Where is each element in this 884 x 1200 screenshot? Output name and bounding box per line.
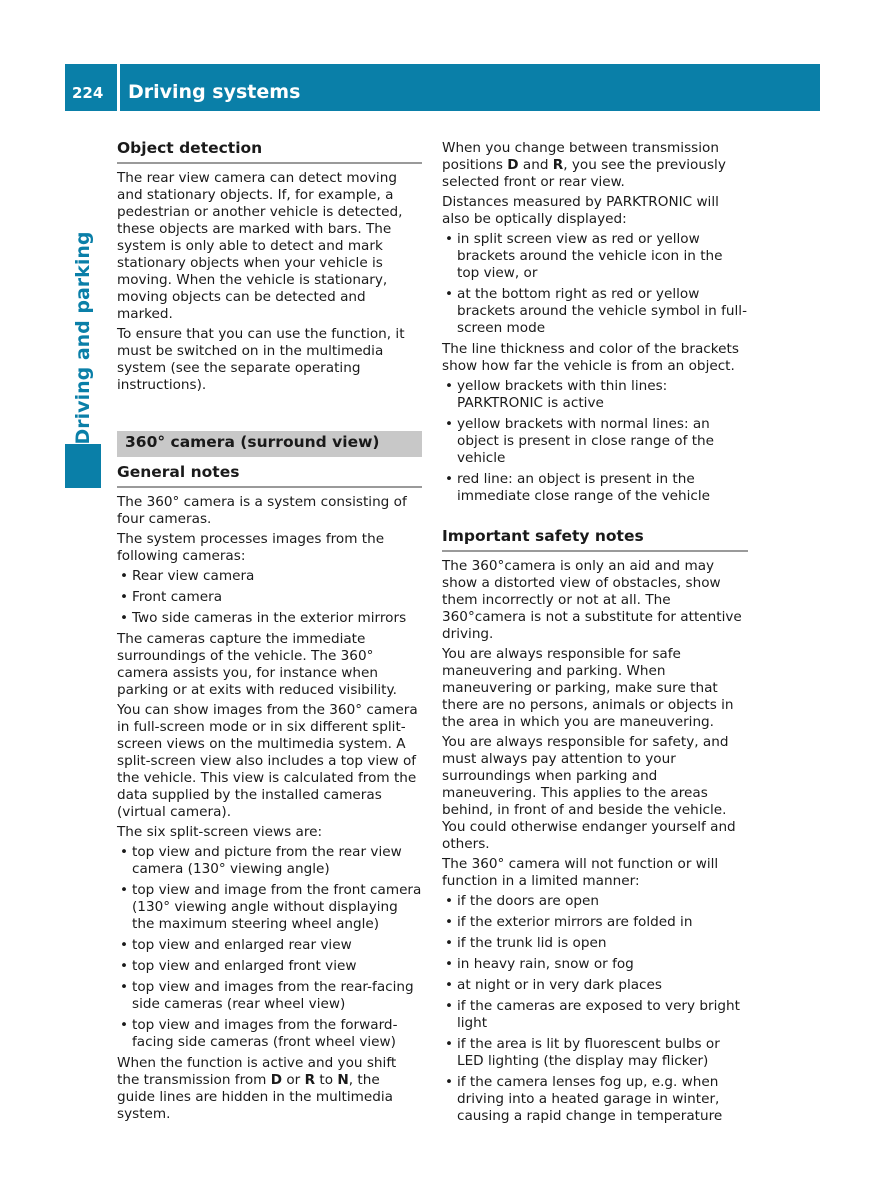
list-item: • yellow brackets with normal lines: an object is present in close range of the vehicle (442, 416, 748, 467)
safety-paragraph: The 360° camera will not function or will function in a limited manner: (442, 856, 719, 889)
header-divider (117, 64, 120, 111)
brackets-paragraph: The line thickness and color of the brackets show how far the vehicle is from an object. (442, 341, 739, 374)
object-detection-heading: Object detection (117, 140, 422, 164)
side-tab-label: Driving and parking (72, 231, 94, 445)
gear-n: N (337, 1072, 349, 1088)
safety-paragraph: The 360°camera is only an aid and may show a distorted view of obstacles, show them incorrectly or not at all. The 360°camera is not a substitute for attentive driving. (442, 558, 742, 642)
list-item: • at the bottom right as red or yellow brackets around the vehicle symbol in full-screen mode (442, 286, 748, 337)
list-item: • top view and picture from the rear view camera (130° viewing angle) (117, 844, 422, 878)
text-span: When the function is active and you shift the transmission from (117, 1055, 397, 1088)
list-item: • top view and images from the forward-facing side cameras (front wheel view) (117, 1017, 422, 1051)
list-item: • Rear view camera (117, 568, 422, 585)
general-notes-paragraph: The cameras capture the immediate surroundings of the vehicle. The 360° camera assists you, for instance when parking or at exits with reduced visibility. (117, 631, 397, 698)
list-item: • if the trunk lid is open (442, 935, 748, 952)
safety-notes-heading: Important safety notes (442, 528, 748, 552)
text-span: or (282, 1072, 305, 1088)
list-item: • top view and enlarged rear view (117, 937, 422, 954)
limitations-list (442, 893, 748, 1125)
split-view-list (117, 844, 422, 1051)
list-item: • if the doors are open (442, 893, 748, 910)
brackets-list (442, 378, 748, 505)
text-span: , you see the previously selected front or rear view. (442, 157, 726, 190)
general-notes-paragraph: The 360° camera is a system consisting of four cameras. (117, 494, 407, 527)
text-span: and (518, 157, 553, 173)
object-detection-paragraph: The rear view camera can detect moving and stationary objects. If, for example, a pedestrian or another vehicle is detected, these objects are marked with bars. The system is only able to detect and mark stationary objects when your vehicle is moving. When the vehicle is stationary, moving objects can be detected and marked. (117, 170, 403, 322)
list-item: • top view and image from the front camera (130° viewing angle without displaying the maximum steering wheel angle) (117, 882, 422, 933)
list-item: • in split screen view as red or yellow brackets around the vehicle icon in the top view, or (442, 231, 748, 282)
transmission-paragraph (442, 140, 748, 191)
list-item: • Front camera (117, 589, 422, 606)
list-item: • top view and enlarged front view (117, 958, 422, 975)
page-title: Driving systems (128, 81, 301, 103)
list-item: • if the exterior mirrors are folded in (442, 914, 748, 931)
object-detection-paragraph: To ensure that you can use the function, it must be switched on in the multimedia system (see the separate operating instructions). (117, 326, 405, 393)
camera-list (117, 568, 422, 627)
general-notes-paragraph: The system processes images from the following cameras: (117, 531, 385, 564)
gear-d: D (270, 1072, 283, 1088)
right-column (442, 140, 748, 1129)
list-item: • in heavy rain, snow or fog (442, 956, 748, 973)
left-column (117, 140, 422, 1126)
list-item: • if the camera lenses fog up, e.g. when driving into a heated garage in winter, causing a rapid change in temperature (442, 1074, 748, 1125)
general-notes-paragraph: The six split-screen views are: (117, 824, 323, 840)
gear-r: R (304, 1072, 316, 1088)
safety-paragraph: You are always responsible for safety, and must always pay attention to your surroundings when parking and maneuvering. This applies to the areas behind, in front of and beside the vehicle. You could otherwise endanger yourself and others. (442, 734, 736, 852)
list-item: • Two side cameras in the exterior mirrors (117, 610, 422, 627)
page-number: 224 (72, 84, 104, 102)
gear-r: R (552, 157, 564, 173)
list-item: • red line: an object is present in the immediate close range of the vehicle (442, 471, 748, 505)
safety-paragraph: You are always responsible for safe maneuvering and parking. When maneuvering or parking, make sure that there are no persons, animals or objects in the area in which you are maneuvering. (442, 646, 734, 730)
text-span: to (315, 1072, 338, 1088)
general-notes-paragraph: You can show images from the 360° camera in full-screen mode or in six different split-screen views on the multimedia system. A split-screen view also includes a top view of the vehicle. This view is calculated from the data supplied by the installed cameras (virtual camera). (117, 702, 418, 820)
display-list (442, 231, 748, 337)
text-span: , the guide lines are hidden in the multimedia system. (117, 1072, 393, 1122)
list-item: • at night or in very dark places (442, 977, 748, 994)
gear-d: D (507, 157, 519, 173)
camera-section-title: 360° camera (surround view) (117, 431, 422, 457)
list-item: • top view and images from the rear-facing side cameras (rear wheel view) (117, 979, 422, 1013)
list-item: • if the cameras are exposed to very bright light (442, 998, 748, 1032)
side-tab-marker (65, 444, 101, 488)
text-span: When you change between transmission positions (442, 140, 719, 173)
list-item: • yellow brackets with thin lines: PARKTRONIC is active (442, 378, 748, 412)
parktronic-paragraph: Distances measured by PARKTRONIC will also be optically displayed: (442, 194, 719, 227)
guide-lines-paragraph (117, 1055, 422, 1123)
list-item: • if the area is lit by fluorescent bulbs or LED lighting (the display may flicker) (442, 1036, 748, 1070)
general-notes-heading: General notes (117, 464, 422, 488)
